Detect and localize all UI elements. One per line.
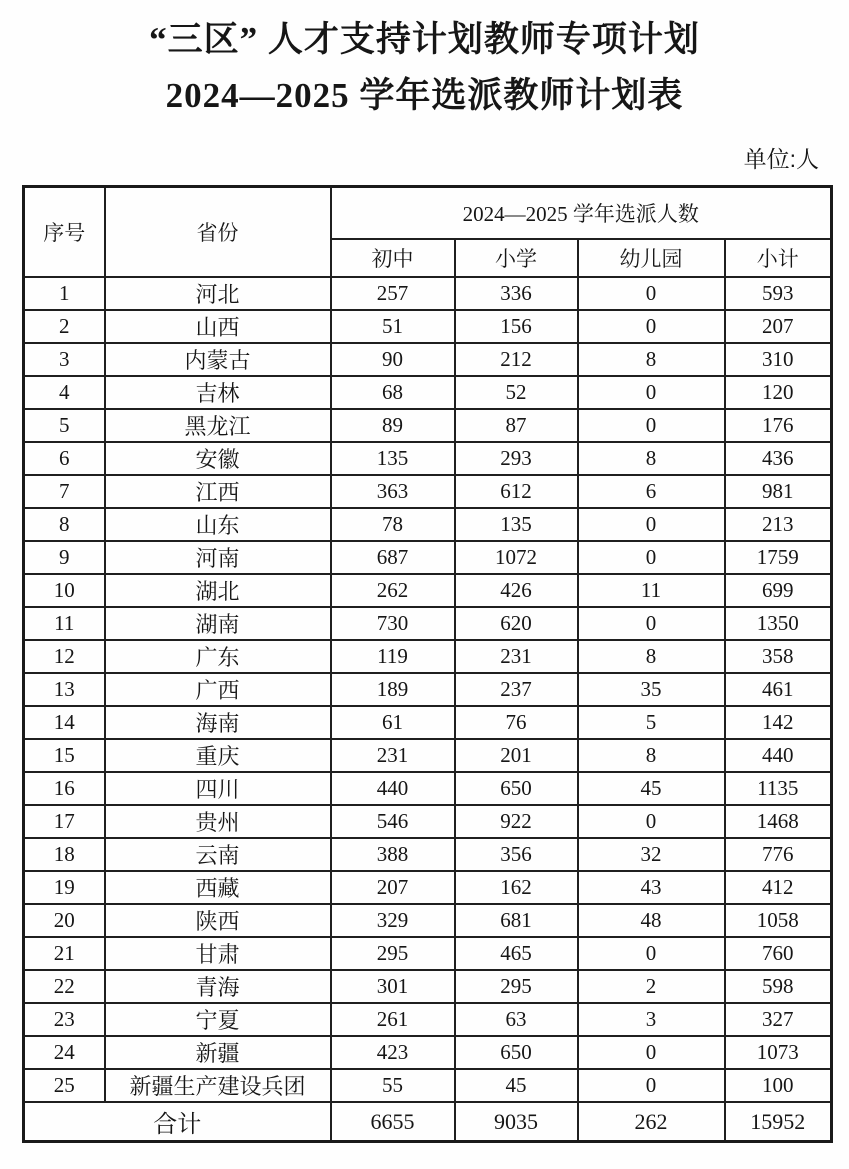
row-province: 陕西 bbox=[105, 904, 331, 937]
table-row bbox=[24, 1069, 832, 1102]
row-value-2: 35 bbox=[578, 673, 725, 706]
row-value-0: 68 bbox=[331, 376, 455, 409]
row-value-2: 8 bbox=[578, 343, 725, 376]
row-value-3: 310 bbox=[725, 343, 832, 376]
row-value-1: 1072 bbox=[455, 541, 578, 574]
table-row bbox=[24, 574, 832, 607]
row-value-3: 440 bbox=[725, 739, 832, 772]
row-value-2: 0 bbox=[578, 607, 725, 640]
row-value-0: 55 bbox=[331, 1069, 455, 1102]
row-value-3: 1058 bbox=[725, 904, 832, 937]
row-value-0: 388 bbox=[331, 838, 455, 871]
row-value-3: 412 bbox=[725, 871, 832, 904]
row-province: 安徽 bbox=[105, 442, 331, 475]
row-value-3: 981 bbox=[725, 475, 832, 508]
table-row bbox=[24, 442, 832, 475]
row-value-3: 593 bbox=[725, 277, 832, 310]
row-value-1: 650 bbox=[455, 772, 578, 805]
table-row bbox=[24, 805, 832, 838]
row-province: 广西 bbox=[105, 673, 331, 706]
table-row bbox=[24, 607, 832, 640]
row-seq: 3 bbox=[24, 343, 105, 376]
row-province: 新疆 bbox=[105, 1036, 331, 1069]
row-value-3: 1759 bbox=[725, 541, 832, 574]
row-value-1: 237 bbox=[455, 673, 578, 706]
row-seq: 13 bbox=[24, 673, 105, 706]
row-seq: 16 bbox=[24, 772, 105, 805]
col-header-sub-2: 幼儿园 bbox=[578, 239, 725, 277]
total-value-0: 6655 bbox=[331, 1102, 455, 1142]
row-value-1: 201 bbox=[455, 739, 578, 772]
row-value-0: 89 bbox=[331, 409, 455, 442]
row-value-1: 650 bbox=[455, 1036, 578, 1069]
total-value-1: 9035 bbox=[455, 1102, 578, 1142]
row-value-0: 135 bbox=[331, 442, 455, 475]
table-row bbox=[24, 1036, 832, 1069]
row-value-0: 261 bbox=[331, 1003, 455, 1036]
table-row bbox=[24, 343, 832, 376]
table-row bbox=[24, 673, 832, 706]
row-seq: 23 bbox=[24, 1003, 105, 1036]
row-seq: 25 bbox=[24, 1069, 105, 1102]
row-value-0: 78 bbox=[331, 508, 455, 541]
row-value-3: 207 bbox=[725, 310, 832, 343]
table-row bbox=[24, 970, 832, 1003]
row-seq: 1 bbox=[24, 277, 105, 310]
row-province: 新疆生产建设兵团 bbox=[105, 1069, 331, 1102]
row-province: 湖北 bbox=[105, 574, 331, 607]
table-row bbox=[24, 838, 832, 871]
row-value-2: 0 bbox=[578, 937, 725, 970]
row-value-2: 0 bbox=[578, 409, 725, 442]
row-seq: 9 bbox=[24, 541, 105, 574]
table-row bbox=[24, 409, 832, 442]
row-value-1: 465 bbox=[455, 937, 578, 970]
row-province: 西藏 bbox=[105, 871, 331, 904]
row-province: 山东 bbox=[105, 508, 331, 541]
row-value-3: 213 bbox=[725, 508, 832, 541]
row-province: 青海 bbox=[105, 970, 331, 1003]
row-value-1: 156 bbox=[455, 310, 578, 343]
row-seq: 14 bbox=[24, 706, 105, 739]
row-value-0: 295 bbox=[331, 937, 455, 970]
row-seq: 4 bbox=[24, 376, 105, 409]
row-value-3: 598 bbox=[725, 970, 832, 1003]
row-province: 云南 bbox=[105, 838, 331, 871]
col-header-sub-1: 小学 bbox=[455, 239, 578, 277]
teacher-plan-table bbox=[22, 185, 833, 1143]
row-province: 贵州 bbox=[105, 805, 331, 838]
row-value-3: 142 bbox=[725, 706, 832, 739]
row-province: 湖南 bbox=[105, 607, 331, 640]
row-value-3: 1073 bbox=[725, 1036, 832, 1069]
row-value-2: 0 bbox=[578, 376, 725, 409]
row-seq: 22 bbox=[24, 970, 105, 1003]
row-province: 内蒙古 bbox=[105, 343, 331, 376]
table-row bbox=[24, 541, 832, 574]
col-header-group: 2024—2025 学年选派人数 bbox=[331, 187, 832, 240]
row-seq: 8 bbox=[24, 508, 105, 541]
row-value-0: 189 bbox=[331, 673, 455, 706]
col-header-sub-0: 初中 bbox=[331, 239, 455, 277]
row-seq: 20 bbox=[24, 904, 105, 937]
col-header-sub-3: 小计 bbox=[725, 239, 832, 277]
row-province: 黑龙江 bbox=[105, 409, 331, 442]
row-value-0: 363 bbox=[331, 475, 455, 508]
row-value-0: 301 bbox=[331, 970, 455, 1003]
row-value-1: 681 bbox=[455, 904, 578, 937]
table-row bbox=[24, 640, 832, 673]
row-value-0: 90 bbox=[331, 343, 455, 376]
row-value-1: 922 bbox=[455, 805, 578, 838]
total-label: 合计 bbox=[24, 1102, 331, 1142]
row-value-1: 612 bbox=[455, 475, 578, 508]
table-row bbox=[24, 937, 832, 970]
row-value-3: 100 bbox=[725, 1069, 832, 1102]
row-value-2: 3 bbox=[578, 1003, 725, 1036]
row-province: 四川 bbox=[105, 772, 331, 805]
row-province: 山西 bbox=[105, 310, 331, 343]
row-value-1: 63 bbox=[455, 1003, 578, 1036]
row-province: 江西 bbox=[105, 475, 331, 508]
table-row bbox=[24, 1003, 832, 1036]
row-value-3: 461 bbox=[725, 673, 832, 706]
row-value-3: 358 bbox=[725, 640, 832, 673]
row-value-2: 0 bbox=[578, 277, 725, 310]
row-value-2: 48 bbox=[578, 904, 725, 937]
unit-note: 单位:人 bbox=[743, 146, 819, 172]
row-value-3: 1135 bbox=[725, 772, 832, 805]
row-value-2: 11 bbox=[578, 574, 725, 607]
row-province: 甘肃 bbox=[105, 937, 331, 970]
row-value-1: 45 bbox=[455, 1069, 578, 1102]
row-value-2: 0 bbox=[578, 1036, 725, 1069]
row-value-3: 436 bbox=[725, 442, 832, 475]
row-value-1: 212 bbox=[455, 343, 578, 376]
row-value-1: 162 bbox=[455, 871, 578, 904]
total-value-2: 262 bbox=[578, 1102, 725, 1142]
row-seq: 11 bbox=[24, 607, 105, 640]
row-value-2: 2 bbox=[578, 970, 725, 1003]
row-seq: 10 bbox=[24, 574, 105, 607]
title-line-2: 2024—2025 学年选派教师计划表 bbox=[165, 76, 684, 115]
row-value-0: 257 bbox=[331, 277, 455, 310]
table-row bbox=[24, 508, 832, 541]
row-value-3: 776 bbox=[725, 838, 832, 871]
table-row bbox=[24, 871, 832, 904]
row-value-2: 5 bbox=[578, 706, 725, 739]
row-value-2: 8 bbox=[578, 739, 725, 772]
row-value-2: 8 bbox=[578, 442, 725, 475]
row-value-2: 0 bbox=[578, 508, 725, 541]
table-row bbox=[24, 475, 832, 508]
row-value-0: 440 bbox=[331, 772, 455, 805]
row-value-1: 293 bbox=[455, 442, 578, 475]
row-value-2: 43 bbox=[578, 871, 725, 904]
page-title bbox=[0, 0, 849, 124]
row-value-2: 0 bbox=[578, 541, 725, 574]
col-header-seq: 序号 bbox=[24, 187, 105, 278]
row-seq: 7 bbox=[24, 475, 105, 508]
row-value-1: 135 bbox=[455, 508, 578, 541]
row-value-3: 699 bbox=[725, 574, 832, 607]
row-value-0: 61 bbox=[331, 706, 455, 739]
row-value-3: 760 bbox=[725, 937, 832, 970]
row-seq: 21 bbox=[24, 937, 105, 970]
row-value-0: 546 bbox=[331, 805, 455, 838]
row-value-3: 1468 bbox=[725, 805, 832, 838]
row-value-3: 120 bbox=[725, 376, 832, 409]
row-value-0: 687 bbox=[331, 541, 455, 574]
row-province: 宁夏 bbox=[105, 1003, 331, 1036]
row-value-2: 6 bbox=[578, 475, 725, 508]
row-value-1: 620 bbox=[455, 607, 578, 640]
row-value-2: 0 bbox=[578, 310, 725, 343]
table-row bbox=[24, 310, 832, 343]
row-province: 河南 bbox=[105, 541, 331, 574]
row-value-0: 231 bbox=[331, 739, 455, 772]
row-value-0: 423 bbox=[331, 1036, 455, 1069]
table-row bbox=[24, 376, 832, 409]
row-value-2: 45 bbox=[578, 772, 725, 805]
row-province: 广东 bbox=[105, 640, 331, 673]
row-value-1: 76 bbox=[455, 706, 578, 739]
header-row-group bbox=[24, 187, 832, 240]
col-header-province: 省份 bbox=[105, 187, 331, 278]
row-province: 吉林 bbox=[105, 376, 331, 409]
row-value-2: 8 bbox=[578, 640, 725, 673]
total-row bbox=[24, 1102, 832, 1142]
row-seq: 19 bbox=[24, 871, 105, 904]
row-value-0: 262 bbox=[331, 574, 455, 607]
row-value-0: 207 bbox=[331, 871, 455, 904]
table-row bbox=[24, 277, 832, 310]
row-value-1: 231 bbox=[455, 640, 578, 673]
row-value-1: 426 bbox=[455, 574, 578, 607]
row-value-3: 327 bbox=[725, 1003, 832, 1036]
row-province: 海南 bbox=[105, 706, 331, 739]
row-seq: 24 bbox=[24, 1036, 105, 1069]
row-value-1: 87 bbox=[455, 409, 578, 442]
title-line-1: “三区” 人才支持计划教师专项计划 bbox=[149, 20, 700, 59]
row-value-0: 119 bbox=[331, 640, 455, 673]
row-value-3: 1350 bbox=[725, 607, 832, 640]
table-row bbox=[24, 904, 832, 937]
row-seq: 18 bbox=[24, 838, 105, 871]
row-value-1: 336 bbox=[455, 277, 578, 310]
row-seq: 12 bbox=[24, 640, 105, 673]
row-value-0: 730 bbox=[331, 607, 455, 640]
table-row bbox=[24, 772, 832, 805]
row-value-2: 0 bbox=[578, 1069, 725, 1102]
row-seq: 17 bbox=[24, 805, 105, 838]
row-value-2: 0 bbox=[578, 805, 725, 838]
table-row bbox=[24, 739, 832, 772]
row-seq: 15 bbox=[24, 739, 105, 772]
row-value-0: 51 bbox=[331, 310, 455, 343]
row-value-1: 52 bbox=[455, 376, 578, 409]
row-value-1: 295 bbox=[455, 970, 578, 1003]
row-value-1: 356 bbox=[455, 838, 578, 871]
row-value-3: 176 bbox=[725, 409, 832, 442]
row-province: 河北 bbox=[105, 277, 331, 310]
row-value-0: 329 bbox=[331, 904, 455, 937]
row-province: 重庆 bbox=[105, 739, 331, 772]
row-seq: 5 bbox=[24, 409, 105, 442]
total-value-3: 15952 bbox=[725, 1102, 832, 1142]
table-row bbox=[24, 706, 832, 739]
row-seq: 2 bbox=[24, 310, 105, 343]
row-seq: 6 bbox=[24, 442, 105, 475]
row-value-2: 32 bbox=[578, 838, 725, 871]
